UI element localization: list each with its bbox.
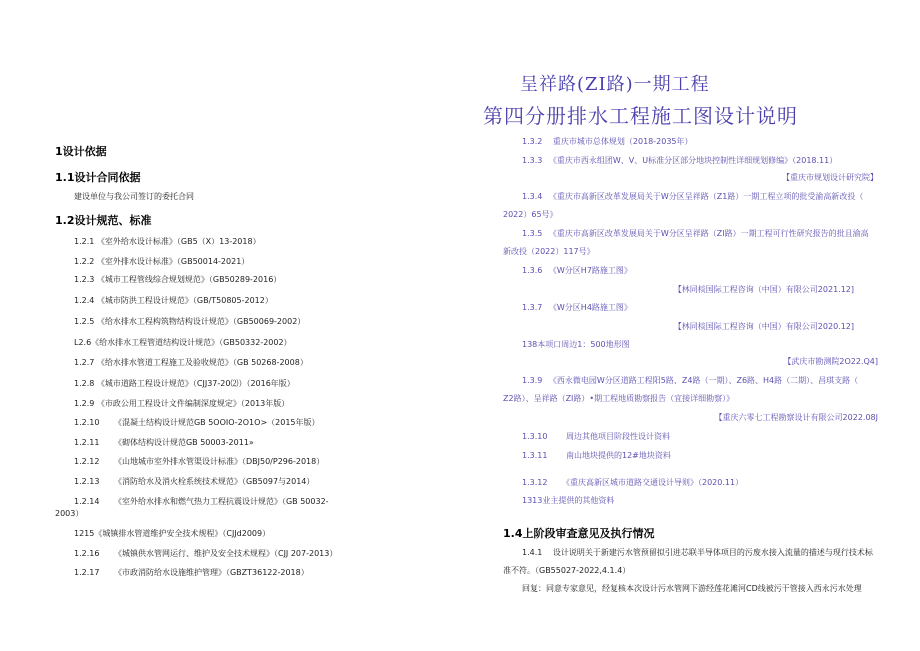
- code-item: 1215《城镇排水管道维护安全技术规程》（CJJd2009）: [74, 529, 271, 538]
- code-item: L2.6《给水排水工程管道结构设计规范》（GB50332-2002）: [74, 338, 292, 347]
- code-item: 1.2.11 《砌体结构设计规范GB 50003-2011»: [74, 438, 254, 447]
- contract-text: 建设单位与我公司签订的委托合同: [74, 192, 194, 201]
- reference-item: 1.3.11 南山地块提供的12#地块资料: [522, 451, 671, 460]
- reference-source: 【重庆市规划设计研究院】: [782, 173, 878, 182]
- reference-source: 【武庆市勘测院2O22.Q4]: [783, 357, 878, 366]
- section-heading-codes: 1.2设计规范、标准: [55, 214, 152, 227]
- document-title: 呈祥路(ZI路)一期工程: [520, 74, 710, 95]
- review-reply: 回复：同意专家意见，经复核本次设计污水管网下游经莲花滩河CD线被污干管接入西永污水处理: [522, 584, 862, 593]
- reference-item: 138本项口周边1：500地形图: [522, 340, 630, 349]
- code-item: 1.2.1 《室外给水设计标准》（GB5（X）13-2018）: [74, 237, 261, 246]
- reference-item: 1.3.5 《重庆市高新区改革发展局关于W分区呈祥路（ZI路）一期工程可行性研究报告的批且渝高: [522, 229, 869, 238]
- document-subtitle: 第四分册排水工程施工图设计说明: [483, 104, 798, 128]
- reference-item: 1.3.10 周边其他项目阶段性设计资料: [522, 432, 670, 441]
- code-item: 1.2.4 《城市防洪工程设计规范》（GB/T50805-2012）: [74, 296, 273, 305]
- reference-item: 1313业主提供的其他资料: [522, 496, 615, 505]
- reference-source: 【林同棪国际工程咨询（中国）有限公司2020.12]: [673, 322, 854, 331]
- code-item: 1.2.14 《室外给水排水和燃气热力工程抗震设计规范》（GB 50032-: [74, 497, 329, 506]
- section-heading-basis: 1设计依据: [55, 145, 107, 158]
- reference-item: 1.3.2 重庆市城市总体规划（2018-2035年）: [522, 137, 693, 146]
- review-text: 1.4.1 设计说明关于新建污水管预留拟引进芯联半导体项目的污废水接入流量的描述与现行技术标: [522, 548, 873, 557]
- code-item: 1.2.9 《市政公用工程设计文件编制深度规定》（2013年版）: [74, 399, 290, 408]
- reference-item: 1.3.6 《W分区H7路施工图》: [522, 266, 632, 275]
- reference-item-continuation: 新改投（2022）117号》: [503, 247, 595, 256]
- reference-item: 1.3.3 《重庆市西永组团W、V、U标准分区部分地块控制性详细规划修编》（2018.11）: [522, 156, 838, 165]
- code-item: 1.2.5 《给水排水工程构筑物结构设计规范》（GB50069-2002）: [74, 317, 306, 326]
- reference-item: 1.3.7 《W分区H4路施工图》: [522, 303, 632, 312]
- code-item: 1.2.3 《城市工程管线综合规划规范》（GB50289-2016）: [74, 275, 282, 284]
- code-item: 1.2.7 《给水排水管道工程施工及验收规范》（GB 50268-2008）: [74, 358, 308, 367]
- code-item: 1.2.2 《室外排水设计标准》（GB50014-2021）: [74, 257, 250, 266]
- reference-item: 1.3.4 《重庆市高新区改革发展局关于W分区呈祥路（Z1路）一期工程立项的批受渝高新改投（: [522, 192, 864, 201]
- code-item: 1.2.8 《城市道路工程设计规范》（CJJ37-20⑵）（2016年版）: [74, 379, 295, 388]
- reference-source: 【林同棪国际工程咨询（中国）有限公司2021.12]: [673, 285, 854, 294]
- reference-item: 1.3.12 《重庆高新区城市道路交通设计导则》（2020.11）: [522, 478, 744, 487]
- reference-item-continuation: 2022）65号》: [503, 210, 558, 219]
- section-heading-contract: 1.1设计合同依据: [55, 171, 141, 184]
- code-item-continuation: 2003）: [55, 509, 84, 518]
- reference-source: 【重庆六零七工程勘察设计有限公司2022.08J: [714, 413, 878, 422]
- review-text: 准不符。（GB55027-2022,4.1.4）: [503, 566, 631, 575]
- code-item: 1.2.17 《市政消防给水设施维护管理》（GBZT36122-2018）: [74, 568, 309, 577]
- code-item: 1.2.10 《混凝土结构设计规范GB 5OOIO-2O1O>（2015年版）: [74, 418, 320, 427]
- code-item: 1.2.16 《城镇供水管网运行、维护及安全技术规程》（CJJ 207-2013）: [74, 549, 338, 558]
- reference-item: 1.3.9 《西永微电园W分区道路工程阳5路、Z4路（一期）、Z6路、H4路（二期）、昌琪支路（: [522, 376, 859, 385]
- section-heading-review: 1.4上阶段审查意见及执行情况: [503, 527, 655, 540]
- reference-item-continuation: Z2路）、呈祥路（ZI路）•期工程地质勘察报告（宜接详细勘察）》: [503, 394, 735, 403]
- code-item: 1.2.12 《山地城市室外排水管渠设计标准》（DBJ50/P296-2018）: [74, 457, 325, 466]
- code-item: 1.2.13 《消防给水及消火栓系统技术规范》（GB5097与2014）: [74, 477, 315, 486]
